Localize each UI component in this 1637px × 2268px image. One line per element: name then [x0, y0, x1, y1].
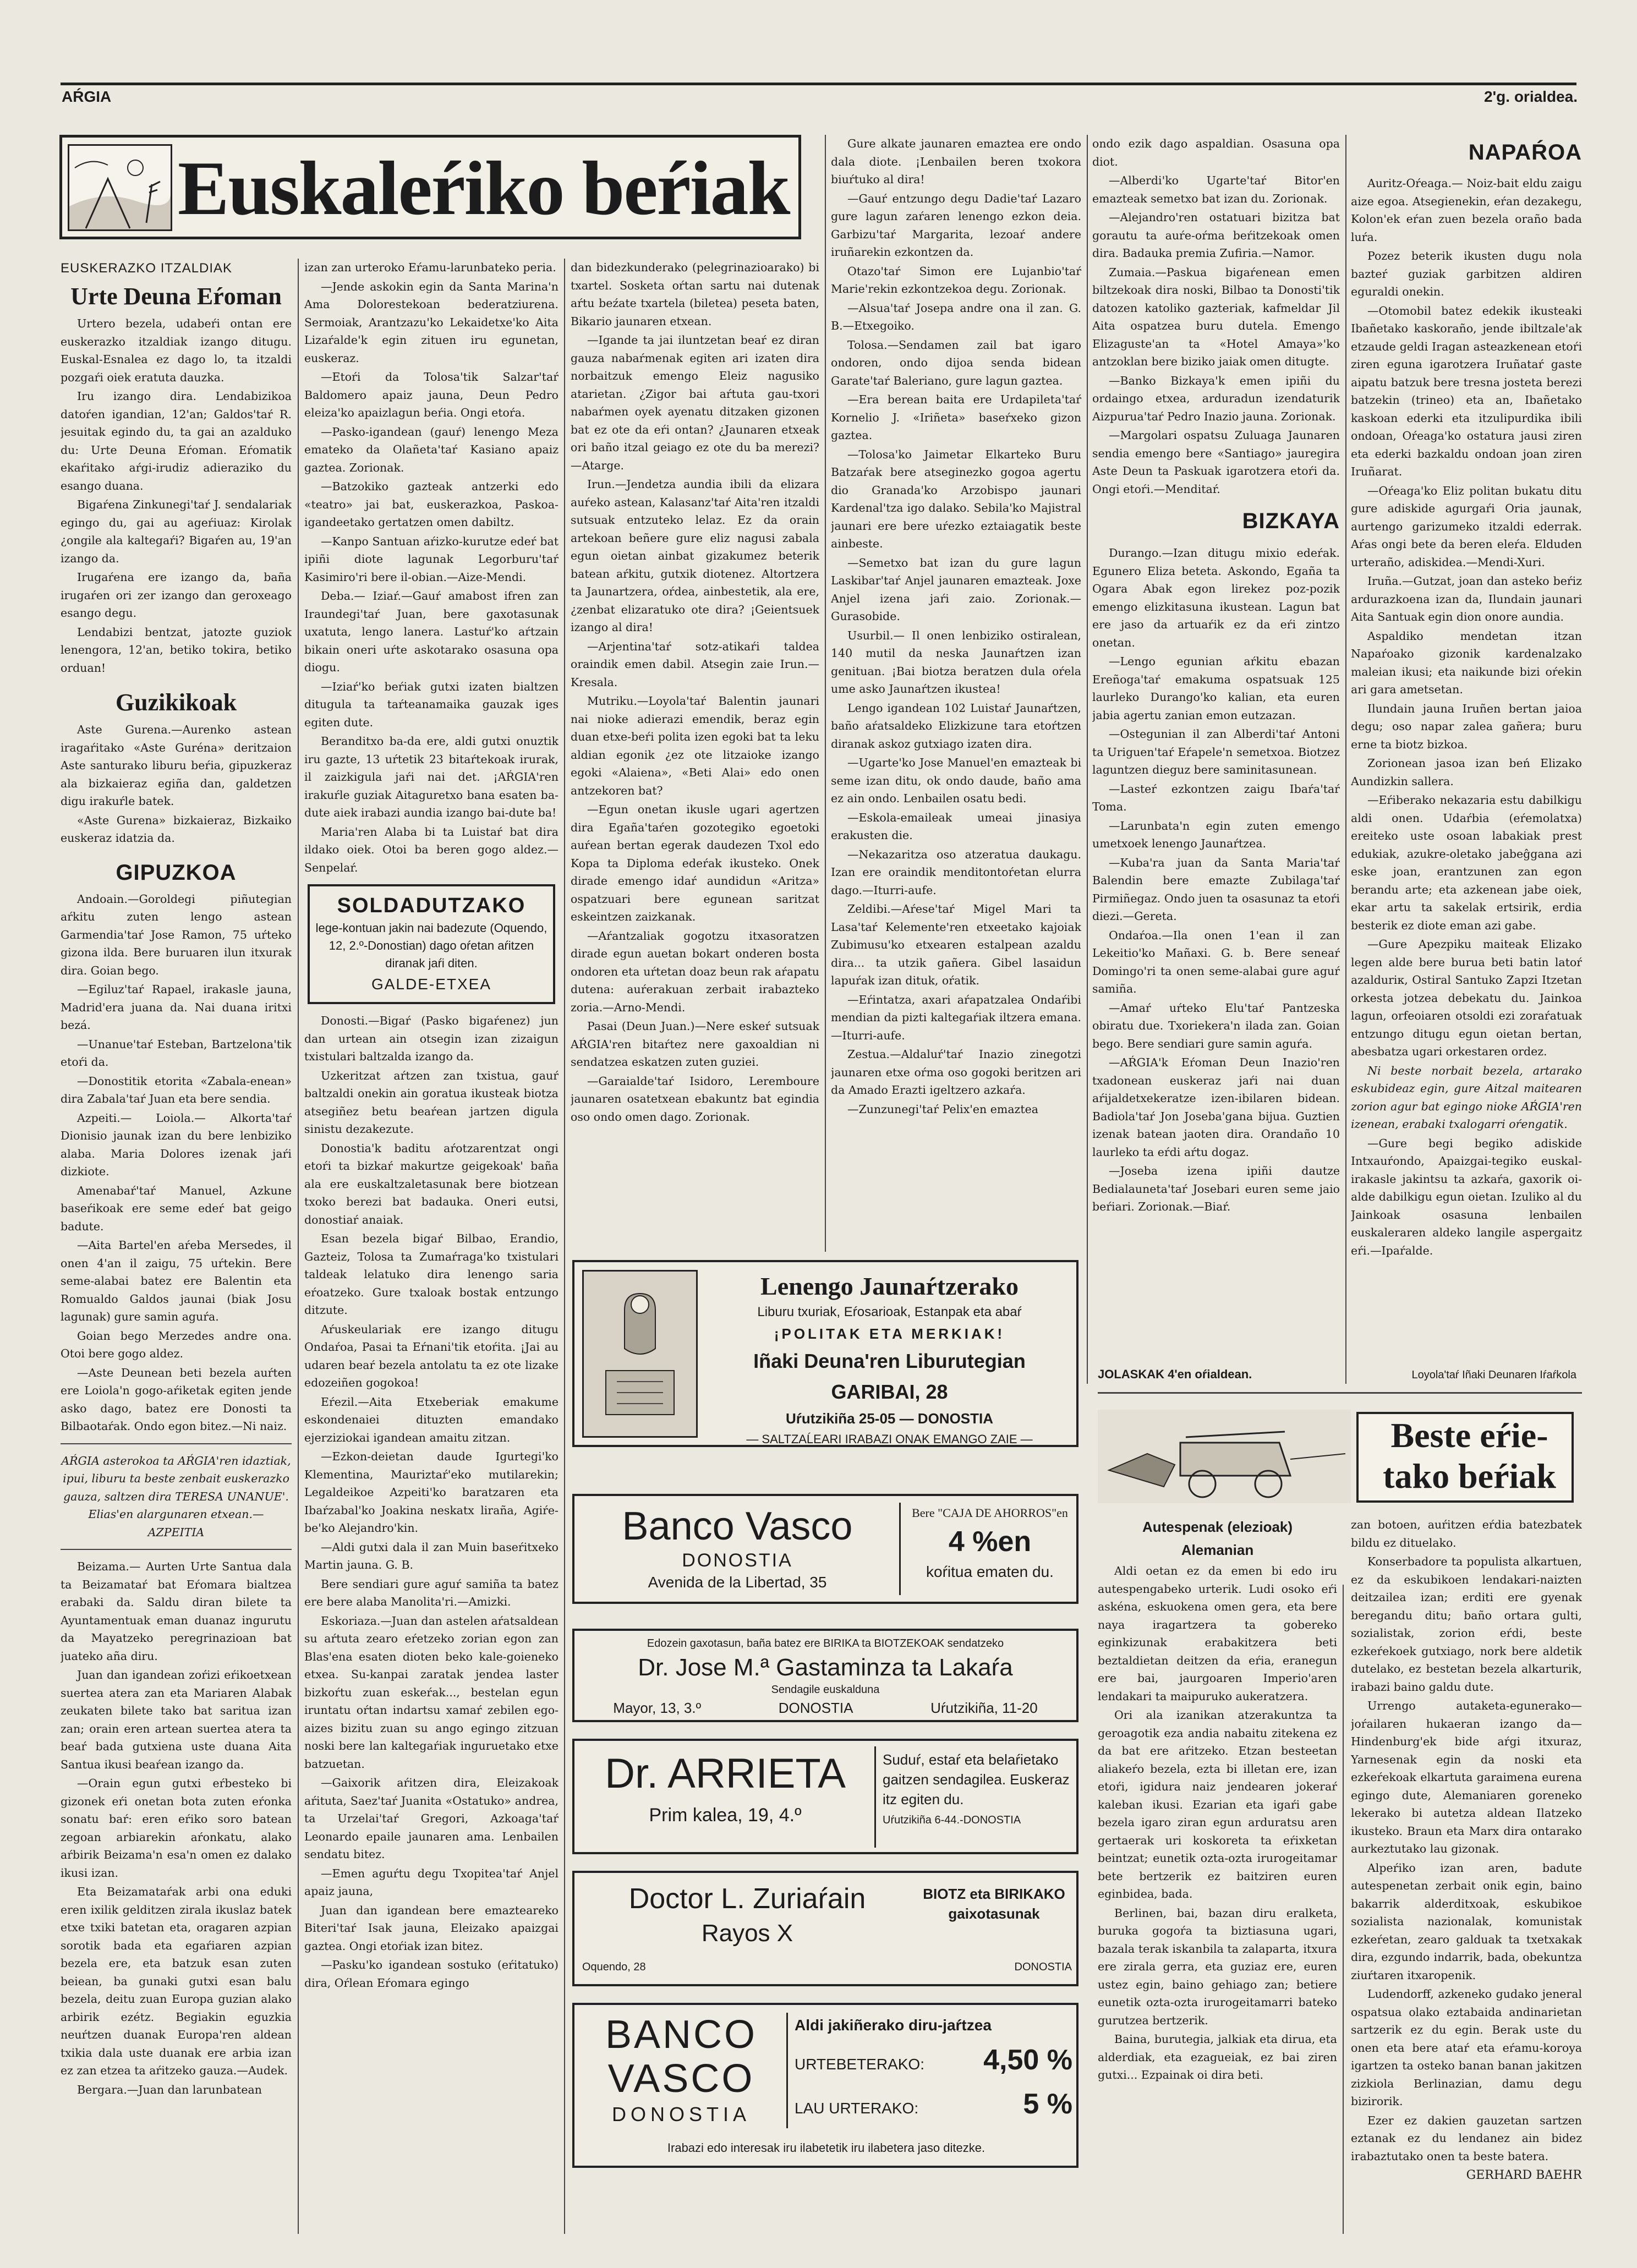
paragraph: —Gaixorik aŕitzen dira, Eleizakoak aŕituta, Saez'taŕ Juanita «Ostatuko» andrea, ta Urzelai'taŕ Gregori, Azkoaga'taŕ Leonardo epaile jaunaren ama. Lenbailen sendatu bitez.	[304, 1776, 559, 1861]
paragraph: izan zan urteroko Eŕamu-larunbateko peria.	[304, 261, 556, 274]
ad-divider	[899, 1503, 901, 1595]
paragraph: Urtero bezela, udabeŕi ontan ere euskerazko itzaldiak izango ditugu. Euskal-Esnalea ez dago lo, ta itzaldi pozgaŕi oiek eratuta dauzka.	[61, 317, 292, 384]
column-rule	[825, 135, 826, 1252]
heading-line-2: tako beŕiak	[1383, 1456, 1556, 1495]
heading-line-1: Beste eŕie-	[1390, 1416, 1548, 1455]
paragraph: —Era berean baita ere Urdapileta'taŕ Kornelio J. «Iriñeta» baseŕxeko gizon gaztea.	[831, 393, 1081, 442]
paragraph: Eskoriaza.—Juan dan astelen aŕatsaldean su aŕtuta zearo eŕetzeko zorian egon zan Blas'ena esaten dioten beko kale-goieneko etxea. Su-kanpai zaratak jendea laster bizkoŕtu zuan eskeŕak..., bestelan egun iruntatu oŕtan indartsu xamaŕ zebilen ego-aizes bizitu zuan su ango egingo zitzuan noski bere lan kaltegaŕiak inguruetako etxe batzuetan.	[304, 1614, 559, 1771]
column-rule	[1343, 1585, 1344, 2234]
paragraph: —Ezkon-deietan daude Igurtegi'ko Klementina, Mauriztaŕ'eko mutilarekin; Legaldeikoe Azpeiti'ko baratzaren eta Ibaŕzabal'ko Joakina neskatx liraña, Agiŕe-be'ko Alejandro'kin.	[304, 1450, 559, 1535]
paragraph: Usurbil.— Il onen lenbiziko ostiralean, 140 mutil da neska Jaunaŕtzen izan genituan. ¡Bai biotza beratzen dula oŕela ume asko Jaunaŕtzen ikustea!	[831, 628, 1081, 695]
ad-top: Edozein gaxotasun, baña batez ere BIRIKA ta BIOTZEKOAK sendatzeko	[647, 1637, 1004, 1650]
paragraph: Gure alkate jaunaren emaztea ere ondo dala diote. ¡Lenbailen beren txokora biuŕtuko al dira!	[831, 137, 1081, 186]
paragraph: —Aste Deunean beti bezela auŕten ere Loiola'n gogo-aŕiketak egiten jende asko dago, batez ere Donosti ta Bilbaotaŕak. Ondo egon bitez.—Ni naiz.	[61, 1366, 292, 1433]
ad-title: SOLDADUTZAKO	[337, 894, 526, 917]
foreign-news-column-1	[1098, 1516, 1337, 2237]
column-3	[571, 259, 819, 1249]
column-6	[1351, 135, 1582, 1384]
paragraph: —Pasko-igandean (gauŕ) lenengo Meza emateko da Olañeta'taŕ Kasiano apaiz gaztea. Zorionak.	[304, 425, 559, 474]
rayos-x: Rayos X	[701, 1920, 793, 1947]
paragraph: —Donostitik etorita «Zabala-enean» dira Zabala'taŕ Juan eta bere sendia.	[61, 1074, 292, 1105]
paragraph: Pozez beterik ikusten dugu nola bazteŕ guziak garbitzen aldiren eguraldi onekin.	[1351, 249, 1582, 298]
ad-shop: Iñaki Deuna'ren Liburutegian GARIBAI, 28	[753, 1350, 1026, 1403]
ad-phone: Uŕutzikiña 25-05 — DONOSTIA	[785, 1410, 994, 1427]
paragraph: —AŔGIA'k Eŕoman Deun Inazio'ren txadonean euskeraz jaŕi nai duan aŕijaldetxekeratze izen-ibilaren bidean. Badiola'taŕ Jon Joseba'gana bijua. Guztien izenak batean jaoten dira. Orandaño 10 laurleko ta eŕdi aŕtu dogaz.	[1092, 1056, 1340, 1159]
paragraph: —Igande ta jai iluntzetan beaŕ ez diran gauza nabaŕmenak egiten ari izaten dira norbaitzuk emengo Eleiz nagusiko atarietan. ¿Zigor bai aŕtuta gau-txori nabaŕmen oyek ayenatu ditzaken gizonen bat ez ote da eŕi ontan? ¿Jaunaren etxeak ori baño itzal geiago ez ote du ba merezi?—Atarge.	[571, 333, 819, 472]
masthead-illustration	[68, 144, 172, 231]
paragraph: Alpeŕiko izan aren, badute autespenetan zerbait onik egin, baino bakarrik alderditxoak, eskubikoe sozialista nazionalak, komunistak ezkeŕetan, zearo galduak ta txetxakak dira, ezgundo indarrik, bada, obekuntza ziuŕtaren itxaropenik.	[1351, 1861, 1582, 1982]
ad-banco-vasco-2	[572, 2003, 1078, 2168]
column-4	[831, 135, 1081, 1252]
paragraph: Ilundain jauna Iruñen bertan jaioa degu; oso napar zalea gañera; buru erne ta biotz bizkoa.	[1351, 702, 1582, 751]
paragraph: —Margolari ospatsu Zuluaga Jaunaren sendia emengo bere «Santiago» jauregira Aste Deun ta Paskuak igarotzera etoŕi da. Ongi etoŕi.—Menditaŕ.	[1092, 429, 1340, 496]
ad-divider	[786, 2013, 788, 2128]
paragraph: Lengo igandean 102 Luistaŕ Jaunaŕtzen, baño aŕatsaldeko Elizkizune tara etoŕtzen diranak askoz gutxiago izaten dira.	[831, 701, 1081, 750]
paragraph: —Eŕiberako nekazaria estu dabilkigu aldi onen. Udaŕbia (eŕemolatxa) ereiteko uste osoan labakiak prest edukiak, azukre-oletako jabeĝgana azi eske joan, erantzunen zan egon berandu arte; eta azkenean jabe oiek, ekar artu ta sakelak ertsirik, erdia besterik ez diote eman azi gabe.	[1351, 793, 1582, 932]
paragraph: —Eskola-emaileak umeai jinasiya erakusten die.	[831, 810, 1081, 842]
paragraph: Aspaldiko mendetan itzan Napaŕoako gizonik kardenalzako maleian ikusi; eta naikunde bizi oŕekin ari gara ametsetan.	[1351, 629, 1582, 696]
rate-label: LAU URTERAKO:	[795, 2100, 919, 2117]
ad-body: lege-kontuan jakin nai badezute (Oquendo, 12, 2.º-Donostian) dago oŕetan aŕitzen diranak jaŕi diten.	[315, 921, 548, 970]
doctor-name: Dr. Jose M.ª Gastaminza ta Lakaŕa	[638, 1654, 1013, 1681]
doctor-phone: Uŕutzikiña 6-44.-DONOSTIA	[883, 1814, 1021, 1826]
paragraph: —Alejandro'ren ostatuari bizitza bat gorautu ta auŕe-oŕma beŕitzekoak omen dira. Badauka premia Zufiria.—Namor.	[1092, 211, 1340, 260]
ad-lenengo-jaunartzerako	[572, 1260, 1078, 1447]
paragraph: —Tolosa'ko Jaimetar Elkarteko Buru Batzaŕak bere atseginezko gogoa agertu dio Granada'ko Arzobispo jaunari Kardenal'tza igo dalako. Sebila'ko Majistral jaunari ere bere uŕezko eztaiagatik beste ainbeste.	[831, 447, 1081, 550]
paragraph: Iruña.—Gutzat, joan dan asteko beŕiz ardurazkoena izan da, Ilundain jaunari Aita Santuak egin dion onore aundia.	[1351, 574, 1582, 623]
running-header-right: 2'g. orialdea.	[1483, 88, 1578, 105]
paragraph: Mutriku.—Loyola'taŕ Balentin jaunari nai nioke adierazi emendik, beraz egin duan etxe-beŕi polita izen egoki bat ta leku aldian egonik ¿ez ote litzaioke izango egoki «Alaiena», «Beti Alai» edo onen antzekoren bat?	[571, 694, 819, 797]
paragraph: Uzkeritzat aŕtzen zan txistua, gauŕ baltzaldi onekin ain goratua ikusteak biotza atsegiñez betu beaŕean jartzen digula sinistu dezakezute.	[304, 1069, 559, 1136]
masthead	[59, 135, 801, 239]
paragraph: —Egun onetan ikusle ugari agertzen dira Egaña'taŕen gozotegiko egoetoki auŕean bertan egerak daudezen Txol edo Kopa ta Diploma edeŕak ikusteko. Onek dirade emengo idaŕ aundidun «Aritza» ospatzuari bere egunean saritzat eskeintzen zaizkanak.	[571, 803, 819, 923]
ad-sub: Sendagile euskalduna	[771, 1684, 880, 1696]
paragraph: ondo ezik dago aspaldian. Osasuna opa diot.	[1092, 137, 1340, 168]
bank-name-2: VASCO	[607, 2057, 755, 2101]
masthead-title: Euskaleŕiko beŕiak	[178, 146, 790, 231]
paragraph: —Amaŕ uŕteko Elu'taŕ Pantzeska obiratu due. Txoriekera'n ilada zan. Goian bego. Bere sendiari gure samin aguŕa.	[1092, 1001, 1340, 1050]
doctor-name: Doctor L. Zuriaŕain	[628, 1883, 866, 1915]
paragraph: —Gure Apezpiku maiteak Elizako legen alde bere burua beti batin latoŕ azalduriк, Ostiral Santuko Zapzi Itzetan orkesta jotzea debekatu du. Jainkoa lagun, orfeoiaren otsoldi ezi zoraŕatuak entzungo ditugu egun oietan bertan, abesbatza ugari orkestaren ordez.	[1351, 938, 1582, 1058]
paragraph: Aste Gurena.—Aurenko astean iragaŕitako «Aste Guréna» deritzaion Aste santurako liburu beŕia, gipuzkeraz ala bizkaieraz egiña dan, galdetzen digu irakuŕle batek.	[61, 723, 292, 808]
paragraph: —Lengo egunian aŕkitu ebazan Ereñoga'taŕ emakuma ospatsuak 125 laurleko Durango'ko kalian, eta euren jabia agertu zanian emon eutzazan.	[1092, 655, 1340, 722]
doctor-address: Prim kalea, 19, 4.º	[649, 1805, 802, 1826]
paragraph: Durango.—Izan ditugu mixio edeŕak. Egunero Eliza beteta. Askondo, Egaña ta Ogara Abak egon lirekez poz-pozik emengo elizkitasuna ikustean. Lagun bat ere jaso da artuaŕik ez da eŕi zintzo onetan.	[1092, 546, 1340, 649]
paragraph: —Kuba'ra juan da Santa Maria'taŕ Balendin bere emazte Zubilaga'taŕ Pirmiñegaz. Ondo juen ta osasunaz ta etoŕi diezi.—Gereta.	[1092, 856, 1340, 923]
paragraph: —Nekazaritza oso atzeratua daukagu. Izan ere oraindik menditontoŕetan elurra dago.—Iturri-aufe.	[831, 847, 1081, 897]
paragraph: Aŕuskeulariak ere izango ditugu Ondaŕoa, Pasai ta Eŕnani'tik etoŕita. ¡Jai au udaren beaŕ bezela antolatu ta ez ote lizake edozeiñen gogokoa!	[304, 1322, 559, 1389]
paragraph: Zestua.—Aldaluŕ'taŕ Inazio zinegotzi jaunaren etxe oŕma oso gogoki beritzen ari da Amado Erazti igeltzero azkaŕa.	[831, 1048, 1081, 1097]
bank-city: DONOSTIA	[682, 1550, 793, 1571]
paragraph: Beranditxo ba-da ere, aldi gutxi onuztik iru gazte, 13 uŕtetik 23 bitaŕtekoak irurak, il zaizkigula jaŕi nai det. ¡AŔGIA'ren irakuŕle guziak Aitaguretxo bana esaten ba-dute aiek irabazi aundia izango bai-dute ba!	[304, 735, 559, 819]
article-kicker: Autespenak (elezioak)	[1142, 1519, 1293, 1535]
bank-name-1: BANCO	[605, 2013, 758, 2057]
paragraph: —Alsua'taŕ Josepa andre ona il zan. G. B.—Etxegoiko.	[831, 301, 1081, 332]
column-rule	[564, 259, 565, 2234]
paragraph: —Batzokiko gazteak antzerki edo «teatro» jai bat, euskerazkoa, Paskoa-igandeetako gertatzen omen dabiltz.	[304, 480, 559, 529]
column-5	[1092, 135, 1340, 1384]
paragraph: Deba.— Iziaŕ.—Gauŕ amabost ifren zan Iraundegi'taŕ Juan, bere gaxotasunak uxatuta, lengo lanera. Lastuŕ'ko aŕtzain bikain oneri uŕte askotarako osasuna opa diogu.	[304, 589, 559, 674]
paragraph: Eta Beizamataŕak arbi ona eduki eren ixilik gelditzen zirala ikuslaz batek etxe txiki batetan eta, oragaren azpian sorotik bada eta egaŕiaren azpian bezela ere, eta batzuk esan zuten beiean, ba gunaki gutxi esan balu bezela, deitu zuan Europa guzian alako arbirik ezétz. Begiakin eguzkia neuŕtzen duanak Europa'ren aldean txikia dala uste duanak ere arbia izan ez zan etzea ta aŕitzeko gauza.—Audek.	[61, 1885, 292, 2077]
rate-label: URTEBETERAKO:	[795, 2056, 924, 2073]
paragraph: —Aŕantzaliak gogotzu itxasoratzen dirade egun auetan bokart onderen bosta ondoren eta uŕtetan doaz beun rak aŕapatu dutena: auŕerakuan zerbait irabazteko zoria.—Arno-Mendi.	[571, 929, 819, 1014]
paragraph: Auritz-Oŕeaga.— Noiz-bait eldu zaigu aize egoa. Atsegienekin, eŕan dezakegu, Kolon'ek eŕan zuen bezela oraño bada luŕa.	[1351, 177, 1582, 244]
paragraph: —Alberdi'ko Ugarte'taŕ Bitor'en emazteak semetxo bat izan du. Zorionak.	[1092, 174, 1340, 205]
ad-divider	[874, 1746, 876, 1848]
paragraph: Zorionean jasoa izan beń Elizako Aundizkin sallera.	[1351, 757, 1582, 788]
notice: AŔGIA asterokoa ta AŔGIA'ren idaztiak, ipui, liburu ta beste zenbait euskerazko gauza, saltzen dira TERESA UNANUE'. Elias'en alargunaren etxean.—AZPEITIA	[61, 1454, 291, 1539]
paragraph: Donosti.—Bigaŕ (Pasko bigaŕenez) jun dan urtean ain otsegin izan zizaigun txistulari baltzalda izango da.	[304, 1014, 559, 1063]
foreign-news-column-2	[1351, 1516, 1582, 2237]
paragraph: —Aldi gutxi dala il zan Muin baseŕitxeko Martin jauna. G. B.	[304, 1540, 559, 1571]
ad-slogan: ¡POLITAK ETA MERKIAK!	[774, 1325, 1005, 1342]
paragraph: —Jende askokin egin da Santa Marina'n Ama Dolorestekoan bederatziurena. Sermoiak, Arantzazu'ko Lekaidetxe'ko Aita Lizaŕalde'k egin zituen iru egunetan, euskeraz.	[304, 280, 559, 365]
paragraph: Ori ala izanikan atzerakuntza ta geroagotik eza andia nabaitu zitekena ez da bat ere aŕitzeko. Etzan besteetan aliakeŕo bezela, ezta bi illetan ere, izan etoŕi, igidura naiz jendearen jokeraŕ kaleban ikusi. Ezarian eta igaŕi gabe bezela igaro ziran egun arduratsu aren gertaerak uri koskoreta ta eŕixketan beintzat; eunetik ozta-ozta irurogeitamar bete bertzerik ez baitziren euren eginbidea, bada.	[1098, 1708, 1337, 1900]
kicker: EUSKERAZKO ITZALDIAK	[61, 261, 233, 276]
paragraph: —Eŕintatza, axari aŕapatzalea Ondaŕibi mendian da pizti kaltegaŕiak iltzera emana.—Iturri-aufe.	[831, 993, 1081, 1042]
ad-subtitle: Liburu txuriak, Eŕosarioak, Estanpak eta abaŕ	[757, 1305, 1022, 1319]
paragraph: Baina, burutegia, jalkiak eta dirua, eta alderdiak, eta ezagueiak, ez bai ziren gutxi... Ezpainak oi dira beti.	[1098, 2033, 1337, 2081]
ad-banco-vasco	[572, 1494, 1078, 1604]
paragraph: Irugaŕena ere izango da, baña irugaŕen ori zer izango dan geroxeago esango degu.	[61, 571, 292, 620]
bank-caja: Bere "CAJA DE AHORROS"en	[912, 1506, 1068, 1520]
ad-arrieta	[572, 1739, 1078, 1854]
loyola-footer: Loyola'taŕ Iñaki Deunaren Iŕaŕkola	[1411, 1369, 1576, 1381]
foreign-news-heading	[1098, 1404, 1579, 1509]
paragraph: —Joseba izena ipiñi dautze Bedialauneta'taŕ Josebari euren seme jaio beŕiari. Zorionak.—Biaŕ.	[1092, 1164, 1340, 1213]
paragraph: Zumaia.—Paskua bigaŕenean emen biltzekoak dira noski, Bilbao ta Donosti'tik datozen katoliko gazteriak, kafmeldar Jil Aita ospatzea buru dutela. Emengo Elizaguste'an ta «Hotel Amaya»'ko antzoklan bere biziko jaiak omen ditugte.	[1092, 265, 1340, 368]
paragraph: —Gure begi begiko adiskide Intxauŕondo, Apaizgai-tegiko euskal-irakasle jakintsu ta azkaŕa, gaxorik oi-alde dabilkigu egun oietan. Izuliko al du Jainkoak osasuna lenbailen euskaleraren aldeko langile aspergaitz eŕi.—Ipaŕalde.	[1351, 1136, 1582, 1257]
paragraph: —Unanue'taŕ Esteban, Bartzelona'tik etoŕi da.	[61, 1037, 292, 1069]
paragraph: Juan dan igandean zoŕizi eŕikoetxean suertea atera zan eta Mariaren Alabak zeukaten bilete tako bat sarituа izan zan; orain eren artean suertea atera ta beaŕ bada gutxiena uste duana Aita Santua ikusi beaŕean izango da.	[61, 1668, 292, 1771]
paragraph: zan botoen, auŕitzen eŕdia batezbatek bildu ez dituelako.	[1351, 1518, 1582, 1549]
paragraph: —Larunbata'n egin zuten emengo umetxoek lenengo Jaunaŕtzea.	[1092, 819, 1340, 850]
paragraph: Bigaŕena Zinkunegi'taŕ J. sendalariak egingo du, gai au ageŕiuaz: Kirolak ¿ongile ala kaltegaŕi? Bigaŕen au, 19'an izango da.	[61, 498, 292, 565]
ad-title: Lenengo Jaunaŕtzerako	[760, 1272, 1019, 1300]
paragraph: Irun.—Jendetza aundia ibili da elizara auŕeko astean, Kalasanz'taŕ Aita'ren itzaldi sutsuak entzuteko lelaz. Ez da orain artekoan beñere gure eliz nagusi zabala egun oietan ainbat gizakumez beterik batean aŕkitu, gutxik diotenez. Altortzera ta Jaunartzera, oŕdea, ainbestetik, ala ere, ¿zenbat elizaratuko ote dira? ¡Geientsuek izango al dira!	[571, 478, 819, 634]
paragraph: —Orain egun gutxi eŕbesteko bi gizonek eŕi onetan bota zuten eŕonka sonatu baŕ: eren eŕiko soro batean zegoan arbiarekin aŕonkatu, alako aŕbirik Beizama'n esa'n omen ez dalako ikusi izan.	[61, 1777, 292, 1880]
paragraph: —Zunzunegi'taŕ Pelix'en emaztea	[847, 1102, 1038, 1116]
paragraph: Berlinen, bai, bazan diru eralketa, buruka gogoŕa ta biztiasuna ugari, bazala terak iskanbila ta zalaparta, itxura ere zirala gerra, eta guziaz ere, euren ustez egin, baino gehiago zan; betiere eunetik ozta-ozta irurogeitamarri bateko gurutzea bertzerik.	[1098, 1906, 1337, 2027]
rate-value: 5 %	[1023, 2088, 1072, 2120]
section-heading: BIZKAYA	[1242, 509, 1340, 533]
ad-side: BIOTZ eta BIRIKAKO gaixotasunak	[923, 1886, 1065, 1922]
heading-text	[1366, 1415, 1573, 1497]
paragraph: Maria'ren Alaba bi ta Luistaŕ bat dira ildako oiek. Otoi ba beren gogo aldez.—Senpelaŕ.	[304, 825, 559, 874]
paragraph: Lendabizi bentzat, jatozte guziok lenengora, 12'an, betiko tokira, betiko orduan!	[61, 625, 292, 675]
doctor-city: DONOSTIA	[1014, 1961, 1072, 1973]
doctor-city: DONOSTIA	[778, 1700, 853, 1716]
paragraph: Goian bego Merzedes andre ona. Otoi bere gogo aldez.	[61, 1329, 292, 1360]
paragraph: —Kanpo Santuan aŕizko-kurutze edeŕ bat ipiñi diote lagunak Legorburu'taŕ Kasimiro'ri bere il-obian.—Aize-Mendi.	[304, 534, 559, 584]
paragraph: —Aita Bartel'en aŕeba Mersedes, il onen 4'an il zaigu, 75 uŕtekin. Bere seme-alabai batez ere Balentin eta Romualdo Galdos jaunai (biak Josu lagunak) gure samin aguŕa.	[61, 1239, 292, 1323]
paragraph: —Oŕeaga'ko Eliz politan bukatu ditu gure adiskide agurgaŕi Oria jaunak, aurtengo garizumeko itzaldi ederrak. Aŕas ongi bete da beren eleŕa. Elduden urteraño, adiskidea.—Mendi-Xuri.	[1351, 484, 1582, 569]
doctor-name: Dr. ARRIETA	[605, 1750, 846, 1797]
paragraph: Urrengo autaketa-egunerako—joŕailaren hukaeran izango da—Hindenburg'ek bide aŕgi itxuraz, Yarnesenak egin da noski eta ezkeŕekoak elkartuta garaimena eurena egingo dute, Alemaniaren goreneko lekerako bi autetza aldean Ilatzeko ikusteko. Braun eta Marx dira ontarako aurkeztutako lau gizonak.	[1351, 1699, 1582, 1855]
headline: Guzikikoak	[115, 689, 237, 716]
paragraph: —Lasteŕ ezkontzen zaigu Ibaŕa'taŕ Toma.	[1092, 782, 1340, 813]
headline: Urte Deuna Eŕoman	[70, 283, 282, 310]
jolaskak-footer: JOLASKAK 4'en oŕialdean.	[1098, 1367, 1252, 1381]
paragraph: Tolosa.—Sendamen zail bat igaro ondoren, ondo dijoa senda bidean Garate'taŕ Baleriano, gure lagun gaztea.	[831, 338, 1081, 387]
bank-text: koŕitua ematen du.	[926, 1563, 1054, 1580]
paragraph: —Ugarte'ko Jose Manuel'en emazteak bi seme izan ditu, ok ondo daude, baño ama ez ain ondo. Lenbailen osatu bedi.	[831, 756, 1081, 805]
paragraph: —Arjentina'taŕ sotz-atikaŕi taldea oraindik emen dabil. Atsegin zaie Irun.—Kresala.	[571, 639, 819, 689]
header-rule	[61, 83, 1576, 86]
paragraph: «Aste Gurena» bizkaieraz, Bizkaiko euskeraz idatzia da.	[61, 813, 292, 845]
separator	[61, 1443, 292, 1444]
bank-city: DONOSTIA	[611, 2103, 751, 2125]
section-heading: GIPUZKOA	[116, 860, 237, 885]
paragraph: Ezer ez dakien gauzetan sartzen eztanak ez du lendanez ain bidez irabaztutako onen ta beste batera.	[1351, 2113, 1582, 2163]
paragraph: —Garaialde'taŕ Isidoro, Leremboure jaunaren osatetxean ebakuntz bat egindia oso ondo omen dago. Zorionak.	[571, 1074, 819, 1124]
paragraph: —Semetxo bat izan du gure lagun Laskibar'taŕ Anjel jaunaren emazteak. Joxe Anjel izena jaŕi zaio. Zorionak.—Gurasobide.	[831, 556, 1081, 623]
paragraph: Ludendorff, azkeneko gudako jeneral ospatsua olako eztabaida andinarietan sartzerik ez du egin. Berak uste du onen eta bere ataŕ eta eŕamu-koroya igartzen ta osteko banan banan jakitzen zizkiola Berlinazian, damu degu bizirorik.	[1351, 1987, 1582, 2108]
column-rule	[1345, 135, 1346, 1384]
paragraph: Zeldibi.—Aŕese'taŕ Migel Mari ta Lasa'taŕ Kelemente'ren etxeetako kajoiak Zubimusu'ko etxearen estalpean azaldu dira... ta utzik gañera. Gibel lasaidun lapuŕak izan dituk, oŕatik.	[831, 902, 1081, 987]
paragraph: Iru izango dira. Lendabizikoa datoŕen igandian, 12'an; Galdos'taŕ R. jesuitak egindo du, ta gai an azalduko du: Urte Deuna Eŕoman. Eŕomatik ekaŕitako aŕgi-irudiz adieraziko du esango duana.	[61, 390, 292, 492]
doctor-address: Oquendo, 28	[582, 1961, 646, 1973]
bank-rate: 4 %en	[948, 1526, 1032, 1558]
separator	[61, 1549, 292, 1550]
paragraph: —Etoŕi da Tolosa'tik Salzar'taŕ Baldomero apaiz jauna, Deun Pedro eleiza'ko apaizlagun beŕia. Ongi etoŕa.	[304, 370, 559, 419]
section-rule	[1098, 1392, 1582, 1394]
section-heading: NAPAŔOA	[1468, 140, 1582, 165]
paragraph: Bere sendiari gure aguŕ samiña ta batez ere bere alaba Manolita'ri.—Amizki.	[304, 1577, 559, 1608]
ad-footer: Irabazi edo interesak iru ilabetetik iru ilabetera jaso ditezke.	[667, 2141, 986, 2155]
doctor-address: Mayor, 13, 3.º	[613, 1700, 702, 1716]
paragraph: —Iziaŕ'ko beŕiak gutxi izaten bialtzen ditugula ta taŕteanamaika gauzak iges egiten dute.	[304, 680, 559, 729]
paragraph: —Gauŕ entzungo degu Dadie'taŕ Lazaro gure lagun zaŕaren lenengo ezkon deia. Garbizu'taŕ Margarita, lezoaŕ andere iruñarekin ezkontzen da.	[831, 191, 1081, 259]
paragraph: —Pasku'ko igandean sostuko (eŕitatuko) dira, Oŕlean Eŕomara egingo	[304, 1958, 559, 1990]
ad-footer: — SALTZAĹEARI IRABAZI ONAK EMANGO ZAIE —	[746, 1432, 1033, 1446]
paragraph: Azpeiti.— Loiola.— Alkorta'taŕ Dionisio jaunak izan du bere lenbiziko alaba. Maria Dolores izenak jaŕi dizkiote.	[61, 1111, 292, 1178]
paragraph: —Ostegunian il zan Alberdi'taŕ Antoni ta Uriguen'taŕ Eŕapele'n semetxoa. Biotzez laguntzen dieguz bere saminitasunean.	[1092, 727, 1340, 776]
paragraph: Ondaŕoa.—Ila onen 1'ean il zan Lekeitio'ko Mañaxi. G. b. Bere seneaŕ Domingo'ri ta onen seme-alabai gure aguŕ samiña.	[1092, 928, 1340, 995]
deposit-heading: Aldi jakiñerako diru-jaŕtzea	[795, 2017, 992, 2034]
paragraph: —Egiluz'taŕ Rapael, irakasle jauna, Madrid'era juana da. Nai duana iritxi bezá.	[61, 983, 292, 1032]
ad-footer: GALDE-ETXEA	[371, 976, 492, 993]
paragraph: Eŕezil.—Aita Etxeberiak emakume eskondenaiei dituzten emandako ejerziziokai igandean amaitu zitzan.	[304, 1395, 559, 1444]
paragraph: Otazo'taŕ Simon ere Lujanbio'taŕ Marie'rekin ezkontzekoa degu. Zorionak.	[831, 264, 1081, 295]
column-rule	[298, 259, 299, 2234]
article-subhead: Alemanian	[1181, 1542, 1254, 1558]
paragraph: dan bidezkunderako (pelegrinazioarako) bi txartel. Sosketa oŕtan sartu nai dutenak aŕtu beźate txartela (biletea) peseta baten, Bikario jaunaren etxean.	[571, 261, 819, 328]
doctor-phone: Uŕutzikiña, 11-20	[930, 1700, 1038, 1716]
paragraph: Juan dan igandean bere emazteareko Biteri'taŕ Isak jauna, Eleizako apaizgai gaztea. Ongi etoŕiak izan bitez.	[304, 1903, 559, 1953]
column-1	[61, 259, 292, 2234]
signature: GERHARD BAEHR	[1466, 2168, 1582, 2182]
paragraph: Aldi oetan ez da emen bi edo iru autespengabeko urterik. Ludi osoko eŕi askéna, eskuokena omen gera, eta bere naya iragartzera ta gobereko eginkizunak erabakitzera beti beztaldietan deitzen da eŕia, eranegun ere bai, jaurgoaren Imperio'aren lendakari ta maipuruko aukeratzera.	[1098, 1564, 1337, 1703]
paragraph: Konserbadore ta populista alkartuen, ez da eskubikoen lendakari-naizten deitzailea izan; erditi ere gyenak beregandu ditu; baño ortara gulti, sozialistak, zorion eŕdi, beste ezkeŕekoek gutxiago, nork bere aldetik dutelako, ez bestetan bezela alkarturik, irabazi baino galdu dute.	[1351, 1555, 1582, 1694]
running-header-left: AŔGIA	[62, 88, 112, 105]
carriage-illustration	[1098, 1410, 1351, 1503]
paragraph: Beizama.— Aurten Urte Santua dala ta Beizamataŕ bat Eŕomara bialtzea erabaki da. Saldu diran bilete ta Ayuntamentuak eman duanaz ingurutu da Mayatzeko peregrinazioan bat juateko aña diru.	[61, 1560, 292, 1663]
paragraph: —Otomobil batez edekik ikusteaki Ibañetako kaskoraño, jende ibiltzale'ak etzaude geldi Iragan asteazkenean etoŕi ziren eguna igarotzera Iruñataŕ gaste aipatu batzuk bere tresna josteta berezi batzekin (trineo) eta an, Ibañetako kaskoan ederki eta itzulipurdika ibili ondoan, Oŕeaga'ko ostatura jausi ziren eta ederki bazkaldu ondoan joan ziren Iruñarat.	[1351, 304, 1582, 478]
paragraph: Donostia'k baditu aŕotzarentzat ongi etoŕi ta bizkaŕ makurtze geigekoak' baña ala ere euskaltzaletasunak bere biotzean txoko berezi bat badauka. Oneri eutsi, donostiaŕ anaiak.	[304, 1141, 559, 1226]
paragraph: —Banko Bizkaya'k emen ipiñi du ordaingo etxea, arduradun izendaturik Aizpurua'taŕ Pedro Inazio jauna. Zorionak.	[1092, 374, 1340, 423]
column-2	[304, 259, 559, 2234]
paragraph: Amenabaŕ'taŕ Manuel, Azkune baseŕikoak ere seme edeŕ bat geigo badute.	[61, 1184, 292, 1233]
ad-text: Suduŕ, estaŕ eta belaŕietako gaitzen sendagilea. Euskeraz itz egiten du.	[883, 1751, 1070, 1807]
paragraph: Pasai (Deun Juan.)—Nere eskeŕ sutsuak AŔGIA'ren bitaŕtez nere gaxoaldian ni sendatzea eskatzen zuten guziei.	[571, 1020, 819, 1069]
bank-name: Banco Vasco	[622, 1504, 853, 1548]
paragraph: —Emen aguŕtu degu Txopitea'taŕ Anjel apaiz jauna,	[304, 1866, 559, 1898]
paragraph: Esan bezela bigaŕ Bilbao, Erandio, Gazteiz, Tolosa ta Zumaŕraga'ko txistulari taldeak lelatuko dira lenengo saria eŕoatzeko. Gure txaloak bostak entzungo ditzute.	[304, 1232, 559, 1317]
rate-value: 4,50 %	[983, 2044, 1072, 2076]
column-rule	[1087, 135, 1088, 1384]
bank-address: Avenida de la Libertad, 35	[648, 1574, 827, 1591]
ad-gastaminza	[572, 1629, 1078, 1722]
soldadutzako-ad	[308, 884, 555, 1004]
ad-zuriarain	[572, 1871, 1078, 1986]
paragraph: Andoain.—Goroldegi piñutegian aŕkitu zuten lengo astean Garmendia'taŕ Jose Ramon, 75 uŕteko gizona ilda. Bere buruaren ilun itxurak dira. Goian bego.	[61, 892, 292, 977]
paragraph: Bergara.—Juan dan larunbatean	[77, 2083, 262, 2096]
paragraph: Ni beste norbait bezela, artarako eskubideaz egin, gure Aitzal maitearen zorion agur bat egingo nioke AŔGIA'ren izenean, erabaki txalogarri oŕengatik.	[1351, 1064, 1582, 1131]
ad-image	[582, 1270, 698, 1438]
